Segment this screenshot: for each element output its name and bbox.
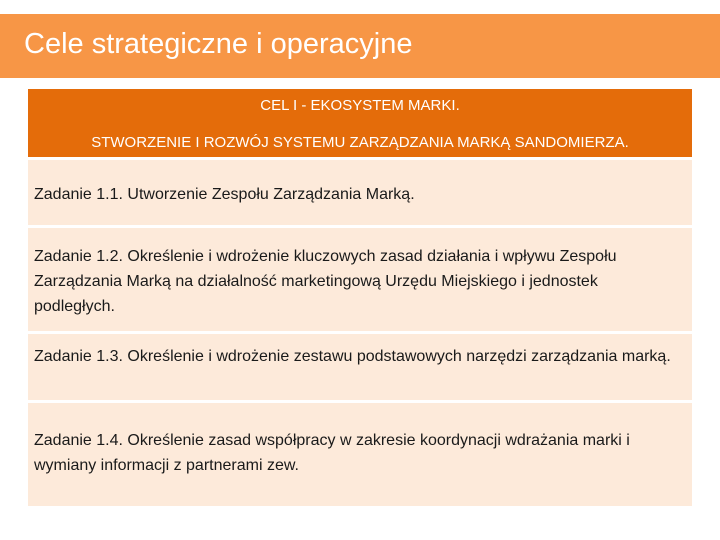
task-text: Zadanie 1.3. Określenie i wdrożenie zestawu podstawowych narzędzi zarządzania marką.	[34, 348, 671, 365]
table-row	[28, 334, 692, 400]
slide-title: Cele strategiczne i operacyjne	[24, 28, 413, 60]
table-row	[28, 403, 692, 506]
goal-title: CEL I - EKOSYSTEM MARKI.	[260, 97, 460, 114]
table-row	[28, 228, 692, 331]
task-text: Zadanie 1.2. Określenie i wdrożenie kluczowych zasad działania i wpływu Zespołu Zarządzania Marką na działalność marketingową Urzędu Miejskiego i jednostek podległych.	[34, 248, 617, 315]
task-text: Zadanie 1.4. Określenie zasad współpracy w zakresie koordynacji wdrażania marki i wymiany informacji z partnerami zew.	[34, 432, 630, 474]
table-header	[28, 89, 692, 159]
task-text: Zadanie 1.1. Utworzenie Zespołu Zarządzania Marką.	[34, 186, 415, 203]
title-bar	[0, 14, 720, 78]
table-row	[28, 160, 692, 225]
goal-subtitle: STWORZENIE I ROZWÓJ SYSTEMU ZARZĄDZANIA MARKĄ SANDOMIERZA.	[91, 134, 629, 151]
